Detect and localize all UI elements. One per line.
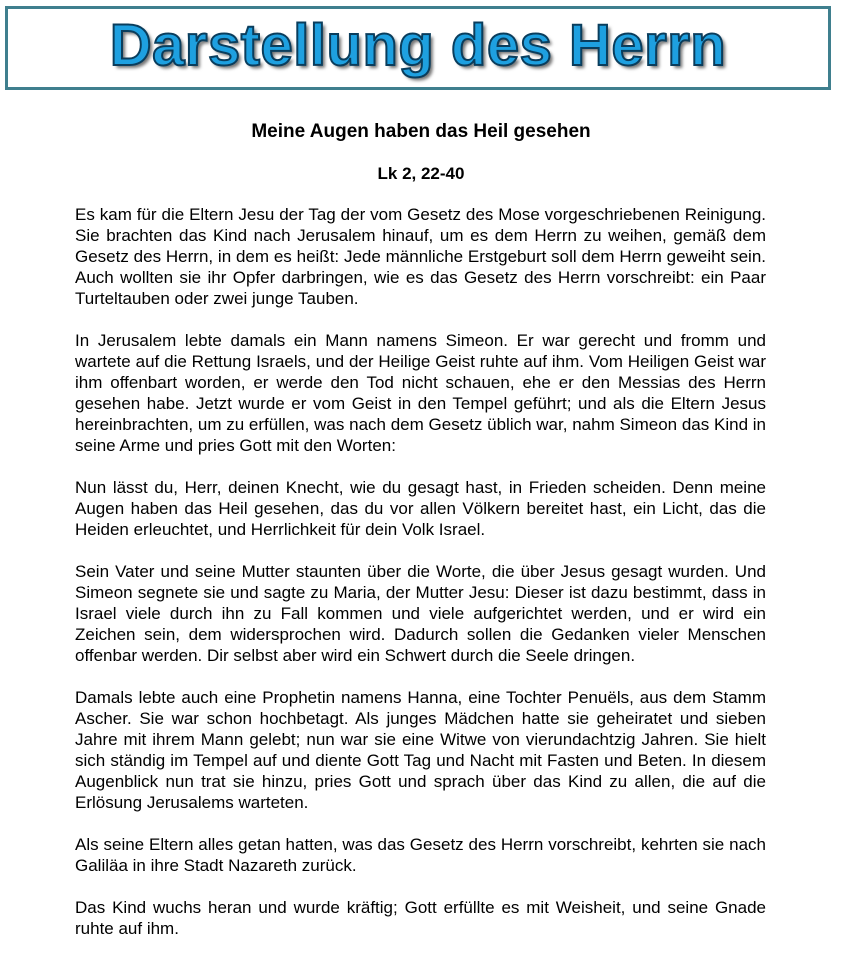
paragraph-2: In Jerusalem lebte damals ein Mann namens Simeon. Er war gerecht und fromm und wartete auf die Rettung Israels, und der Heilige Geist ruhte auf ihm. Vom Heiligen Geist war ihm offenbart worden, er werde den Tod nicht schauen, ehe er den Messias des Herrn gesehen habe. Jetzt wurde er vom Geist in den Tempel geführt; und als die Eltern Jesus hereinbrachten, um zu erfüllen, was nach dem Gesetz üblich war, nahm Simeon das Kind in seine Arme und pries Gott mit den Worten: [75,331,766,455]
paragraph-1: Es kam für die Eltern Jesu der Tag der vom Gesetz des Mose vorgeschriebenen Reinigung. Sie brachten das Kind nach Jerusalem hinauf, um es dem Herrn zu weihen, gemäß dem Gesetz des Herrn, in dem es heißt: Jede männliche Erstgeburt soll dem Herrn geweiht sein. Auch wollten sie ihr Opfer darbringen, wie es das Gesetz des Herrn vorschreibt: ein Paar Turteltauben oder zwei junge Tauben. [75,205,766,308]
paragraph-4: Sein Vater und seine Mutter staunten über die Worte, die über Jesus gesagt wurden. Und Simeon segnete sie und sagte zu Maria, der Mutter Jesu: Dieser ist dazu bestimmt, dass in Israel viele durch ihn zu Fall kommen und viele aufgerichtet werden, und er wird ein Zeichen sein, dem widersprochen wird. Dadurch sollen die Gedanken vieler Menschen offenbar werden. Dir selbst aber wird ein Schwert durch die Seele dringen. [75,562,766,665]
paragraph-5: Damals lebte auch eine Prophetin namens Hanna, eine Tochter Penuëls, aus dem Stamm Ascher. Sie war schon hochbetagt. Als junges Mädchen hatte sie geheiratet und sieben Jahre mit ihrem Mann gelebt; nun war sie eine Witwe von vierundachtzig Jahren. Sie hielt sich ständig im Tempel auf und diente Gott Tag und Nacht mit Fasten und Beten. In diesem Augenblick nun trat sie hinzu, pries Gott und sprach über das Kind zu allen, die auf die Erlösung Jerusalems warteten. [75,688,766,812]
page-title: Darstellung des Herrn [109,13,727,78]
document-body [75,204,766,960]
paragraph-3: Nun lässt du, Herr, deinen Knecht, wie du gesagt hast, in Frieden scheiden. Denn meine Augen haben das Heil gesehen, das du vor allen Völkern bereitet hast, ein Licht, das die Heiden erleuchtet, und Herrlichkeit für dein Volk Israel. [75,478,766,539]
scripture-reference: Lk 2, 22-40 [377,164,465,183]
document-subtitle: Meine Augen haben das Heil gesehen [251,121,591,142]
title-banner [5,6,831,90]
paragraph-7: Das Kind wuchs heran und wurde kräftig; Gott erfüllte es mit Weisheit, und seine Gnade ruhte auf ihm. [75,898,766,938]
paragraph-6: Als seine Eltern alles getan hatten, was das Gesetz des Herrn vorschreibt, kehrten sie nach Galiläa in ihre Stadt Nazareth zurück. [75,835,766,875]
